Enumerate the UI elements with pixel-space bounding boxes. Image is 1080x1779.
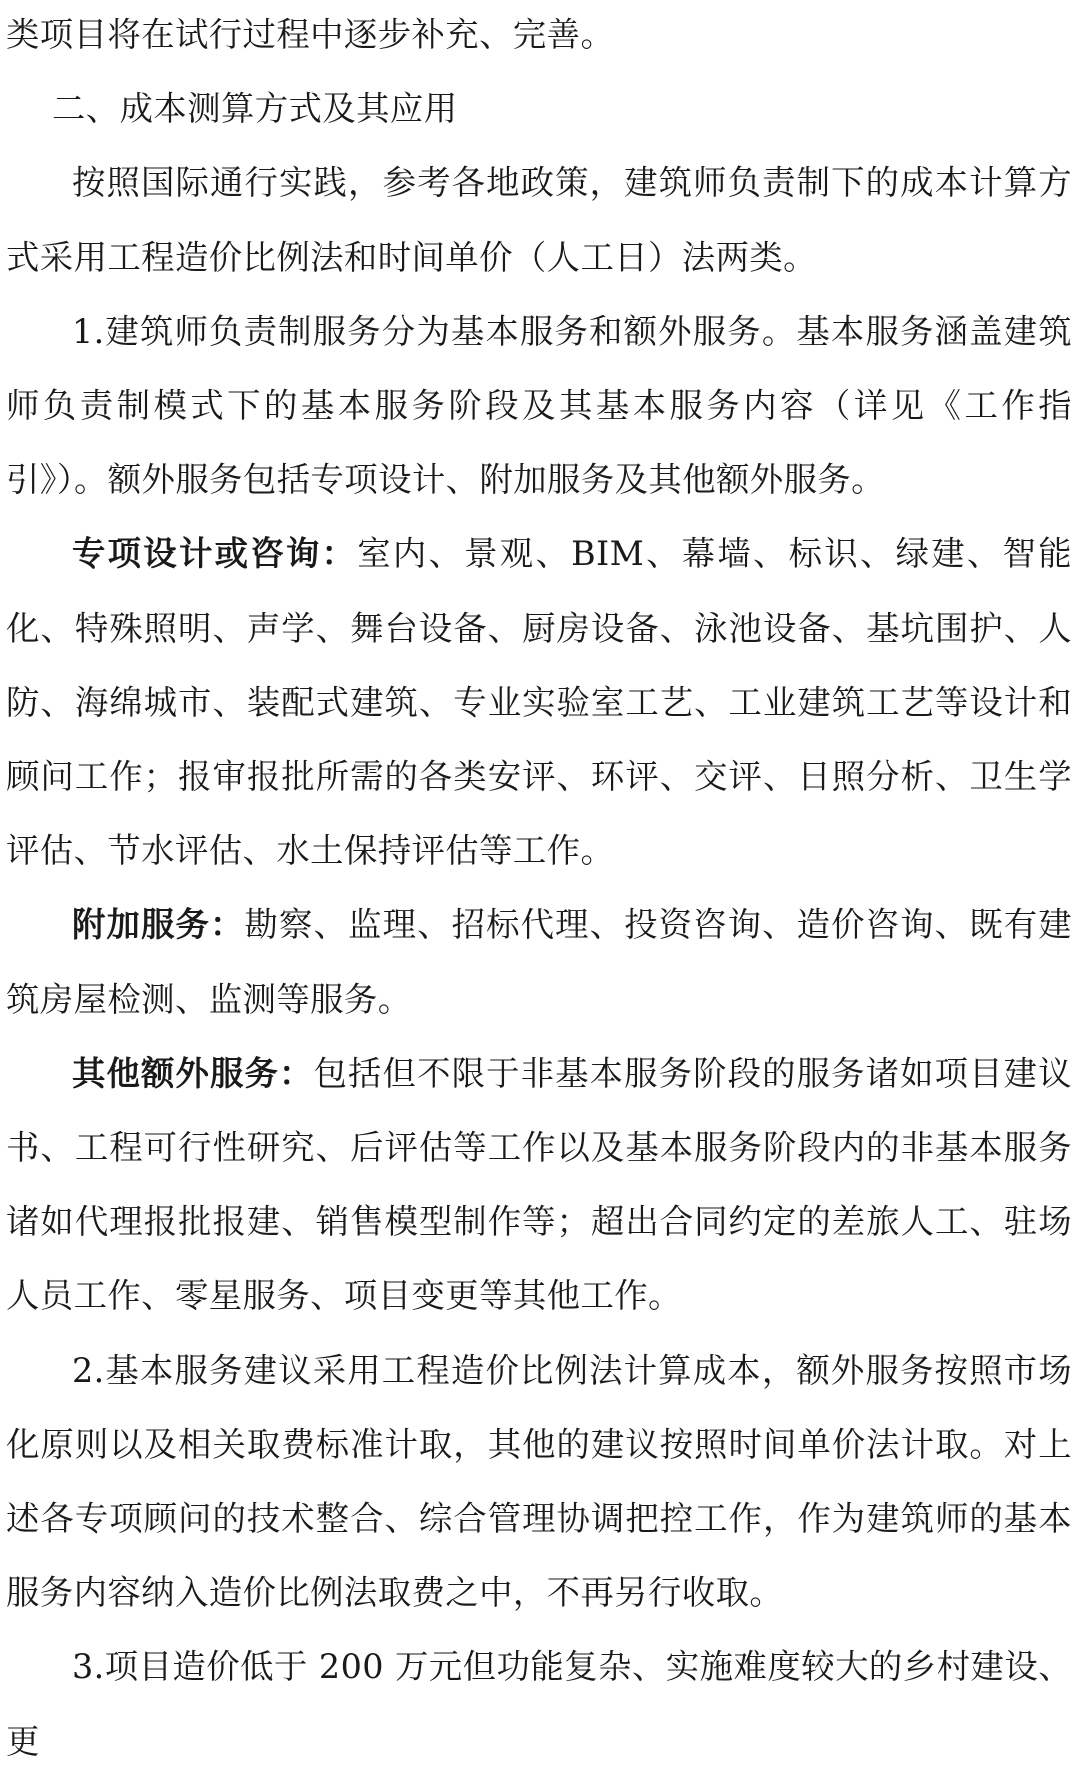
item-1-paragraph: 1.建筑师负责制服务分为基本服务和额外服务。基本服务涵盖建筑师负责制模式下的基本服务阶段及其基本服务内容（详见《工作指引》）。额外服务包括专项设计、附加服务及其他额外服务。 [6,311,1072,500]
other-services-text: 包括但不限于非基本服务阶段的服务诸如项目建议书、工程可行性研究、后评估等工作以及基本服务阶段内的非基本服务诸如代理报批报建、销售模型制作等；超出合同约定的差旅人工、驻场人员工作、零星服务、项目变更等其他工作。 [6,1053,1072,1316]
item-2-paragraph: 2.基本服务建议采用工程造价比例法计算成本，额外服务按照市场化原则以及相关取费标准计取，其他的建议按照时间单价法计取。对上述各专项顾问的技术整合、综合管理协调把控工作，作为建筑师的基本服务内容纳入造价比例法取费之中，不再另行收取。 [6,1350,1072,1613]
intro-paragraph: 按照国际通行实践，参考各地政策，建筑师负责制下的成本计算方式采用工程造价比例法和时间单价（人工日）法两类。 [6,163,1072,277]
continuation-paragraph: 类项目将在试行过程中逐步补充、完善。 [6,15,615,54]
other-services-label: 其他额外服务： [72,1053,314,1093]
special-design-label: 专项设计或咨询： [72,534,358,574]
special-design-paragraph [6,517,1072,888]
item-3-paragraph: 3.项目造价低于 200 万元但功能复杂、实施难度较大的乡村建设、更 [6,1647,1072,1761]
special-design-text: 室内、景观、BIM、幕墙、标识、绿建、智能化、特殊照明、声学、舞台设备、厨房设备、泳池设备、基坑围护、人防、海绵城市、装配式建筑、专业实验室工艺、工业建筑工艺等设计和顾问工作；报审报批所需的各类安评、环评、交评、日照分析、卫生学评估、节水评估、水土保持评估等工作。 [6,534,1072,871]
section-heading: 二、成本测算方式及其应用 [52,89,458,129]
additional-services-paragraph [6,888,1072,1036]
other-services-paragraph [6,1037,1072,1334]
additional-services-label: 附加服务： [72,905,245,945]
additional-services-text: 勘察、监理、招标代理、投资咨询、造价咨询、既有建筑房屋检测、监测等服务。 [6,905,1072,1019]
